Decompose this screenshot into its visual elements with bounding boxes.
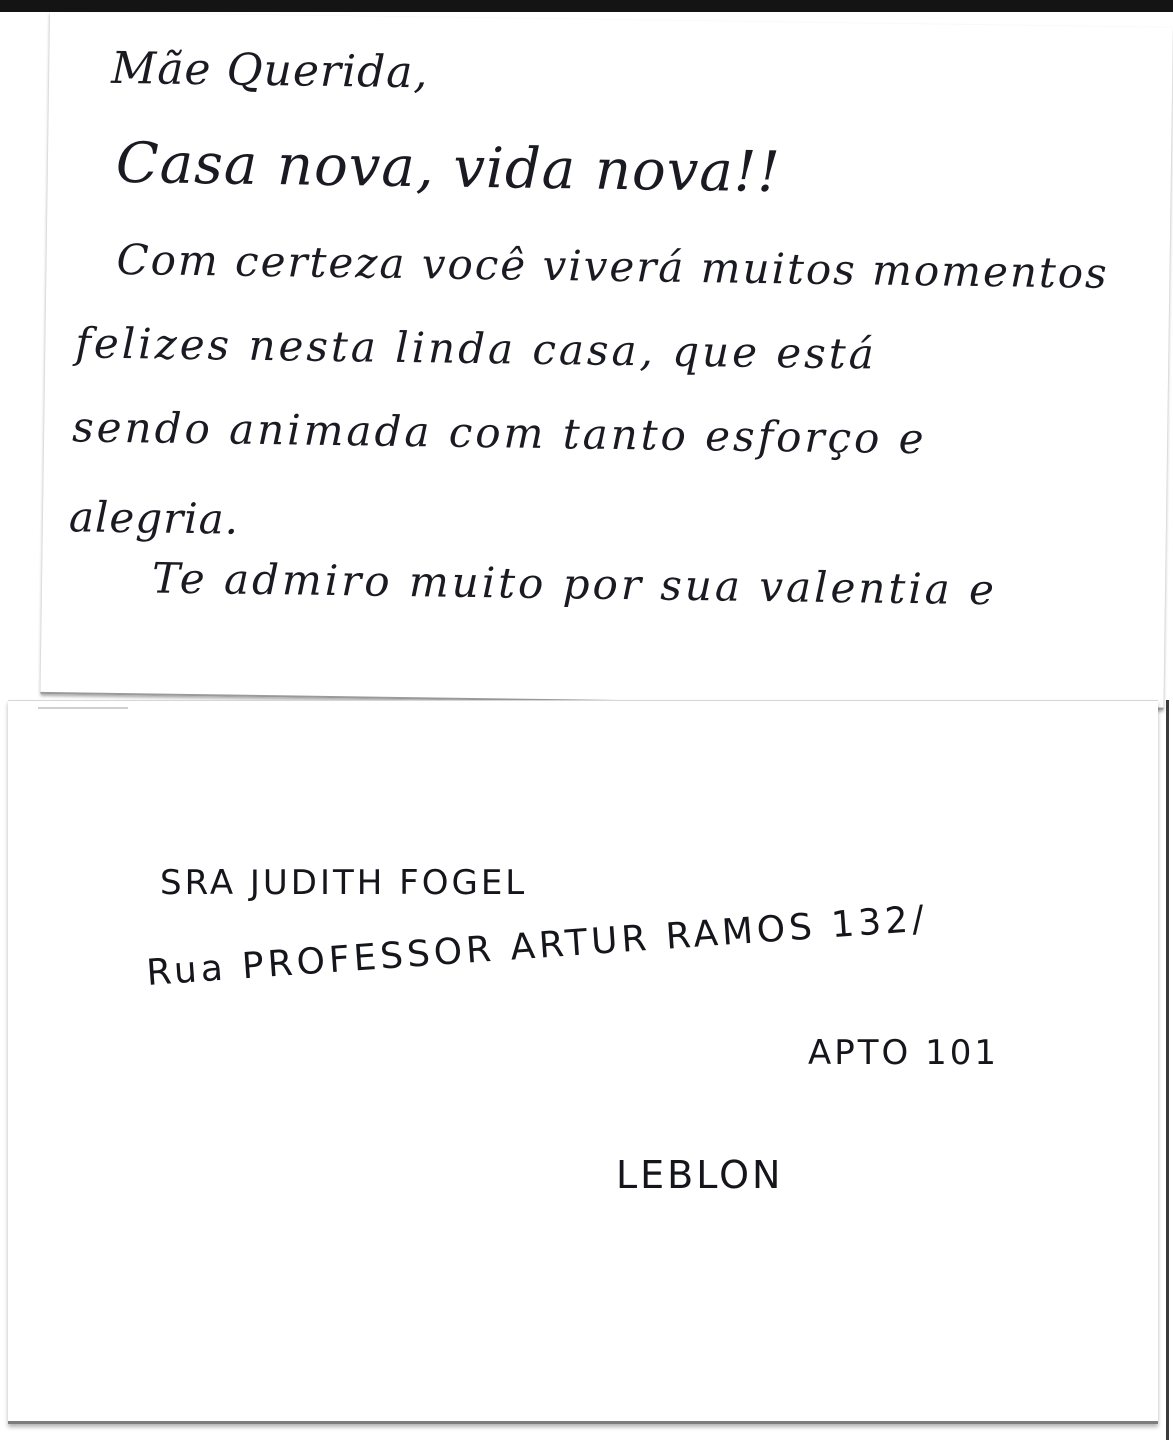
note-line-4: sendo animada com tanto esforço e xyxy=(71,402,927,464)
envelope-street: Rua PROFESSOR ARTUR RAMOS 132/ xyxy=(145,898,930,994)
note-line-2: Com certeza você viverá muitos momentos xyxy=(116,234,1110,298)
note-line-6: Te admiro muito por sua valentia e xyxy=(151,553,998,615)
envelope-flap-line xyxy=(38,707,128,709)
note-card xyxy=(40,12,1172,710)
note-salutation: Mãe Querida, xyxy=(110,42,429,99)
note-line-3: felizes nesta linda casa, que está xyxy=(75,318,878,379)
scan-top-band xyxy=(0,0,1173,12)
envelope-card xyxy=(8,700,1158,1424)
envelope-apartment: APTO 101 xyxy=(808,1033,999,1073)
note-line-1: Casa nova, vida nova!! xyxy=(115,130,782,206)
scan-right-edge xyxy=(1166,700,1169,1440)
note-line-5: alegria. xyxy=(68,492,240,544)
envelope-recipient: SRA JUDITH FOGEL xyxy=(160,863,528,903)
envelope-neighborhood: LEBLON xyxy=(616,1153,784,1197)
